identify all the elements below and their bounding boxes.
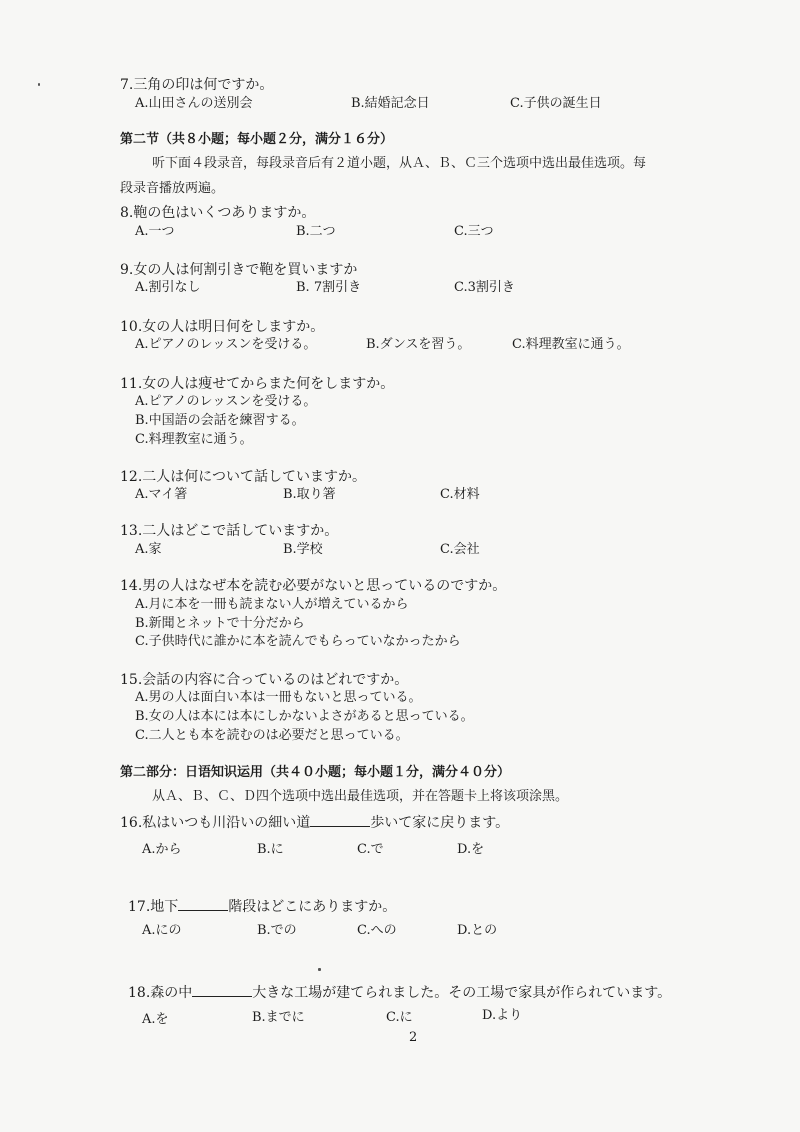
- q11-option-a: A.ピアノのレッスンを受ける。: [135, 394, 317, 409]
- q15-option-b: B.女の人は本には本にしかないよさがあると思っている。: [135, 709, 474, 724]
- q17-stem-before-blank: 17.地下: [128, 899, 179, 915]
- scan-speck: [38, 83, 40, 86]
- q18-option-c: C.に: [386, 1010, 413, 1025]
- q18-option-b: B.までに: [252, 1010, 305, 1025]
- q18-stem-after-blank: 大きな工場が建てられました。その工場で家具が作られています。: [252, 985, 672, 1001]
- question-12-stem: 12.二人は何について話していますか。: [120, 469, 366, 485]
- q16-option-b: B.に: [257, 842, 284, 857]
- question-10-stem: 10.女の人は明日何をしますか。: [120, 319, 325, 335]
- question-18-stem: [128, 982, 671, 1002]
- q17-option-b: B.での: [257, 923, 297, 938]
- q16-option-a: A.から: [142, 842, 182, 857]
- q17-answer-blank: [178, 896, 228, 911]
- q17-option-c: C.への: [357, 923, 397, 938]
- q17-option-d: D.との: [457, 923, 498, 938]
- q9-option-a: A.割引なし: [135, 280, 201, 295]
- q16-option-d: D.を: [457, 842, 485, 857]
- question-14-stem: 14.男の人はなぜ本を読む必要がないと思っているのですか。: [120, 578, 507, 594]
- q15-option-a: A.男の人は面白い本は一冊もないと思っている。: [135, 690, 422, 705]
- q7-option-b: B.結婚記念日: [351, 96, 430, 111]
- q10-option-a: A.ピアノのレッスンを受ける。: [135, 337, 317, 352]
- section-2-instructions-line1: 听下面４段录音，每段录音后有２道小题，从Ａ、Ｂ、Ｃ三个选项中选出最佳选项。每: [152, 156, 647, 171]
- q13-option-a: A.家: [135, 542, 162, 557]
- q12-option-c: C.材料: [440, 487, 480, 502]
- question-13-stem: 13.二人はどこで話していますか。: [120, 523, 339, 539]
- q11-option-b: B.中国語の会話を練習する。: [135, 413, 305, 428]
- q7-option-a: A.山田さんの送別会: [135, 96, 253, 111]
- scan-speck: [318, 968, 321, 971]
- question-15-stem: 15.会話の内容に合っているのはどれですか。: [120, 672, 409, 688]
- q9-option-c: C.3割引き: [454, 280, 515, 295]
- question-7-stem: 7.三角の印は何ですか。: [120, 77, 274, 93]
- q15-option-c: C.二人とも本を読むのは必要だと思っている。: [135, 728, 409, 743]
- q14-option-a: A.月に本を一冊も読まない人が増えているから: [135, 597, 409, 612]
- q12-option-a: A.マイ箸: [135, 487, 188, 502]
- page-number: 2: [409, 1030, 418, 1045]
- q9-option-b: B. 7割引き: [296, 280, 362, 295]
- question-8-stem: 8.鞄の色はいくつありますか。: [120, 205, 316, 221]
- q14-option-c: C.子供時代に誰かに本を読んでもらっていなかったから: [135, 634, 461, 649]
- q18-option-a: A.を: [142, 1012, 169, 1027]
- q16-stem-after-blank: 歩いて家に戻ります。: [370, 815, 510, 831]
- q10-option-c: C.料理教室に通う。: [512, 337, 630, 352]
- q16-stem-before-blank: 16.私はいつも川沿いの細い道: [120, 815, 311, 831]
- q16-option-c: C.で: [357, 842, 384, 857]
- q7-option-c: C.子供の誕生日: [510, 96, 602, 111]
- q13-option-b: B.学校: [283, 542, 323, 557]
- q10-option-b: B.ダンスを習う。: [366, 337, 471, 352]
- part-2-heading: 第二部分：日语知识运用（共４０小题；每小题１分，满分４０分）: [120, 765, 511, 780]
- q8-option-c: C.三つ: [454, 224, 494, 239]
- q18-stem-before-blank: 18.森の中: [128, 985, 193, 1001]
- q13-option-c: C.会社: [440, 542, 480, 557]
- q11-option-c: C.料理教室に通う。: [135, 432, 253, 447]
- q17-option-a: A.にの: [142, 923, 182, 938]
- question-17-stem: [128, 896, 396, 916]
- q18-answer-blank: [192, 982, 252, 997]
- q18-option-d: D.より: [482, 1008, 523, 1023]
- section-2-instructions-line2: 段录音播放两遍。: [120, 181, 225, 196]
- q17-stem-after-blank: 階段はどこにありますか。: [228, 899, 397, 915]
- question-9-stem: 9.女の人は何割引きで鞄を買いますか: [120, 262, 358, 278]
- section-2-heading: 第二节（共８小题；每小题２分，满分１６分）: [120, 132, 394, 147]
- q16-answer-blank: [310, 812, 370, 827]
- q8-option-b: B.二つ: [296, 224, 336, 239]
- part-2-instructions: 从Ａ、Ｂ、Ｃ、Ｄ四个选项中选出最佳选项，并在答题卡上将该项涂黑。: [152, 789, 569, 804]
- question-11-stem: 11.女の人は痩せてからまた何をしますか。: [120, 376, 395, 392]
- q12-option-b: B.取り箸: [283, 487, 336, 502]
- q14-option-b: B.新聞とネットで十分だから: [135, 616, 305, 631]
- question-16-stem: [120, 812, 509, 832]
- q8-option-a: A.一つ: [135, 224, 175, 239]
